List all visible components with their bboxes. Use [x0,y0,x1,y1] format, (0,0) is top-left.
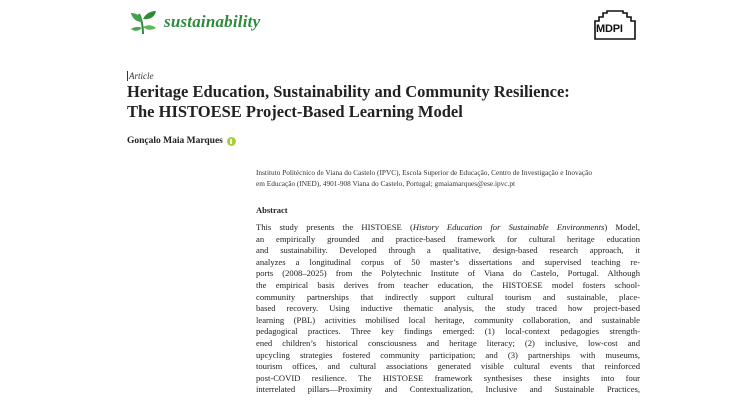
journal-leaf-logo-icon [128,8,158,36]
title-line: Heritage Education, Sustainability and Community Resilience: [127,82,570,101]
journal-name: sustainability [164,12,261,31]
publisher-name: MDPI [596,23,623,35]
abstract-body [256,222,640,396]
abstract-line: ened children’s historical consciousness and heritage literacy; (2) inclusive, low-cost and [256,337,640,348]
abstract-line: community partnerships that indirectly support cultural tourism and sustainable, place- [256,291,640,302]
abstract-line: the empirical basis derives from teacher education, the HISTOESE model fosters school- [256,279,640,290]
paper-title [127,82,667,122]
journal-header [128,8,260,36]
abstract-heading: Abstract [256,205,288,215]
abstract-line: post-COVID resilience. The HISTOESE framework synthesises these insights into four [256,372,640,383]
affiliation-line: em Educação (INED), 4901-908 Viana do Castelo, Portugal; gmaiamarques@ese.ipvc.pt [256,179,516,188]
abstract-line: ports (2008–2025) from the Polytechnic Institute of Viana do Castelo, Portugal. Although [256,268,640,279]
abstract-line: tourism offices, and cultural associations generated visible cultural events that reinforced [256,361,640,372]
title-line: The HISTOESE Project-Based Learning Model [127,102,463,121]
abstract-line: an empirically grounded and practice-based framework for cultural heritage education [256,233,640,244]
article-type: Article [129,71,154,81]
abstract-line: analyzes a longitudinal corpus of 50 master’s dissertations and supervised teaching re- [256,256,640,267]
abstract-line: upcycling strategies fostered community participation; and (3) partnerships with museums, [256,349,640,360]
acronym-expansion: History Education for Sustainable Environments [412,222,605,232]
abstract-line: pedagogical practices. Three key findings emerged: (1) local-context pedagogies strength- [256,326,640,337]
abstract-line: and sustainability. Developed through a qualitative, design-based research approach, it [256,245,640,256]
abstract-line: based recovery. Using inductive thematic analysis, the study traced how project-based [256,303,640,314]
abstract-line: interrelated pillars—Proximity and Contextualization, Inclusive and Sustainable Practices, [256,384,640,395]
abstract-line: This study presents the HISTOESE (History Education for Sustainable Environments) Model, [256,222,640,232]
abstract-line: learning (PBL) activities mobilised local heritage, community collaboration, and sustainable [256,314,640,325]
author-name: Gonçalo Maia Marques [127,136,223,146]
affiliation-line: Instituto Politécnico de Viana do Castelo (IPVC), Escola Superior de Educação, Centro de Investigação e Inovação [256,168,592,177]
author-line [127,136,236,146]
affiliation [256,167,646,189]
publisher-logo [594,10,636,40]
orcid-icon[interactable] [227,137,236,146]
